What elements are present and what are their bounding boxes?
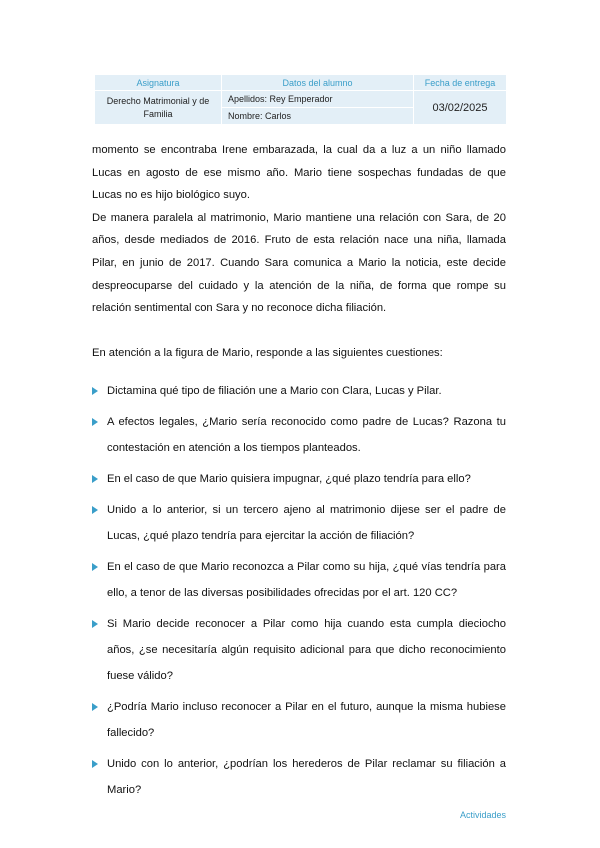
question-item: [92, 466, 506, 492]
triangle-bullet-icon: [92, 563, 98, 571]
question-item: [92, 497, 506, 549]
question-item: [92, 694, 506, 746]
question-text: En el caso de que Mario quisiera impugnar, ¿qué plazo tendría para ello?: [107, 473, 471, 486]
triangle-bullet-icon: [92, 760, 98, 768]
questions-list: [92, 378, 506, 803]
triangle-bullet-icon: [92, 620, 98, 628]
due-date: 03/02/2025: [414, 91, 507, 125]
question-text: Dictamina qué tipo de filiación une a Mario con Clara, Lucas y Pilar.: [107, 385, 442, 398]
question-text: Si Mario decide reconocer a Pilar como hija cuando esta cumpla dieciocho años, ¿se necesitaría algún requisito adicional para que dicho reconocimiento fuese válido?: [107, 618, 506, 683]
student-surname: Apellidos: Rey Emperador: [222, 91, 414, 108]
question-item: [92, 611, 506, 689]
student-column-header: Datos del alumno: [222, 75, 414, 91]
question-text: ¿Podría Mario incluso reconocer a Pilar en el futuro, aunque la misma hubiese fallecido?: [107, 701, 506, 740]
triangle-bullet-icon: [92, 387, 98, 395]
intro-paragraph: En atención a la figura de Mario, responde a las siguientes cuestiones:: [92, 346, 443, 359]
triangle-bullet-icon: [92, 475, 98, 483]
triangle-bullet-icon: [92, 418, 98, 426]
spacer: [92, 320, 506, 342]
question-item: [92, 554, 506, 606]
question-text: Unido a lo anterior, si un tercero ajeno al matrimonio dijese ser el padre de Lucas, ¿qué plazo tendría para ejercitar la acción de filiación?: [107, 504, 506, 543]
question-text: En el caso de que Mario reconozca a Pilar como su hija, ¿qué vías tendría para ello, a tenor de las diversas posibilidades ofrecidas por el art. 120 CC?: [107, 561, 506, 600]
student-name: Nombre: Carlos: [222, 108, 414, 125]
subject-column-header: Asignatura: [95, 75, 222, 91]
document-body: [92, 139, 506, 808]
triangle-bullet-icon: [92, 506, 98, 514]
question-item: [92, 409, 506, 461]
question-text: Unido con lo anterior, ¿podrían los herederos de Pilar reclamar su filiación a Mario?: [107, 758, 506, 797]
subject-value: Derecho Matrimonial y de Familia: [95, 91, 222, 125]
question-text: A efectos legales, ¿Mario sería reconocido como padre de Lucas? Razona tu contestación en atención a los tiempos planteados.: [107, 416, 506, 455]
question-item: [92, 751, 506, 803]
date-column-header: Fecha de entrega: [414, 75, 507, 91]
paragraph-2: De manera paralela al matrimonio, Mario mantiene una relación con Sara, de 20 años, desde mediados de 2016. Fruto de esta relación nace una niña, llamada Pilar, en junio de 2017. Cuando Sara comunica a Mario la noticia, este decide despreocuparse del cuidado y la atención de la niña, de forma que rompe su relación sentimental con Sara y no reconoce dicha filiación.: [92, 211, 506, 315]
footer-label: Actividades: [459, 810, 506, 820]
triangle-bullet-icon: [92, 703, 98, 711]
header-table: [94, 74, 507, 125]
question-item: [92, 378, 506, 404]
paragraph-1: momento se encontraba Irene embarazada, la cual da a luz a un niño llamado Lucas en agosto de ese mismo año. Mario tiene sospechas fundadas de que Lucas no es hijo biológico suyo.: [92, 144, 506, 202]
